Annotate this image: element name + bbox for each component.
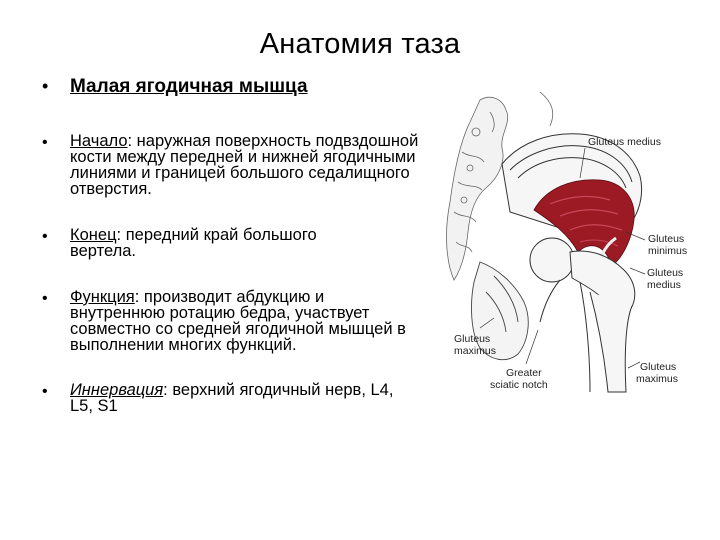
- bullet-term: Функция: [70, 288, 135, 306]
- bullet-body: наружная поверхность подвздошной кости между передней и нижней ягодичными линиями и границей большого седалищного отверстия.: [70, 132, 419, 198]
- bullet-glyph: •: [42, 383, 48, 400]
- label-greater-sciatic-notch: sciatic notch: [490, 379, 548, 391]
- label-gluteus-maximus-left: Gluteus: [454, 333, 491, 345]
- label-gluteus-minimus: Gluteus: [648, 233, 685, 245]
- label-greater-sciatic-notch: Greater: [506, 367, 542, 379]
- bullet-sep: :: [116, 226, 122, 244]
- bullet-term: Иннервация: [70, 381, 164, 399]
- label-gluteus-medius: Gluteus: [647, 267, 684, 279]
- label-gluteus-medius: medius: [647, 279, 681, 291]
- bullet-body: производит абдукцию и внутреннюю ротацию бедра, участвует совместно со средней ягодичной мышцей в выполнении многих функций.: [70, 288, 406, 354]
- pelvis-illustration: [440, 92, 705, 427]
- bullet-text: [70, 289, 420, 353]
- label-gluteus-maximus-left: maximus: [454, 345, 497, 357]
- bullet-glyph: •: [42, 290, 48, 307]
- bullet-item-function: [42, 289, 420, 353]
- bullet-item-insertion: [42, 227, 360, 259]
- bullet-glyph: •: [42, 228, 48, 245]
- bullet-text: [70, 382, 415, 414]
- slide-subtitle: Малая ягодичная мышца: [70, 76, 308, 97]
- bullet-glyph: •: [42, 76, 49, 96]
- bullet-text: [70, 133, 420, 197]
- bullet-sep: :: [134, 288, 140, 306]
- label-gluteus-maximus-right: Gluteus: [640, 361, 677, 373]
- bullet-body: верхний ягодичный нерв, L4, L5, S1: [70, 381, 394, 415]
- subtitle-row: [42, 76, 308, 98]
- bullet-glyph: •: [42, 134, 48, 151]
- bullet-text: [70, 227, 360, 259]
- bullet-item-origin: [42, 133, 420, 197]
- bullet-sep: :: [127, 132, 133, 150]
- bullet-item-innervation: [42, 382, 415, 414]
- bullet-body: передний край большого вертела.: [70, 226, 317, 260]
- slide-title: Анатомия таза: [259, 28, 461, 60]
- bullet-term: Начало: [70, 132, 128, 150]
- label-gluteus-maximus-right: maximus: [636, 373, 679, 385]
- bullet-term: Конец: [70, 226, 117, 244]
- bullet-sep: :: [163, 381, 168, 399]
- label-gluteus-medius-top: Gluteus medius: [588, 136, 661, 148]
- femur-drawing: [530, 238, 635, 392]
- label-gluteus-minimus: minimus: [648, 245, 688, 257]
